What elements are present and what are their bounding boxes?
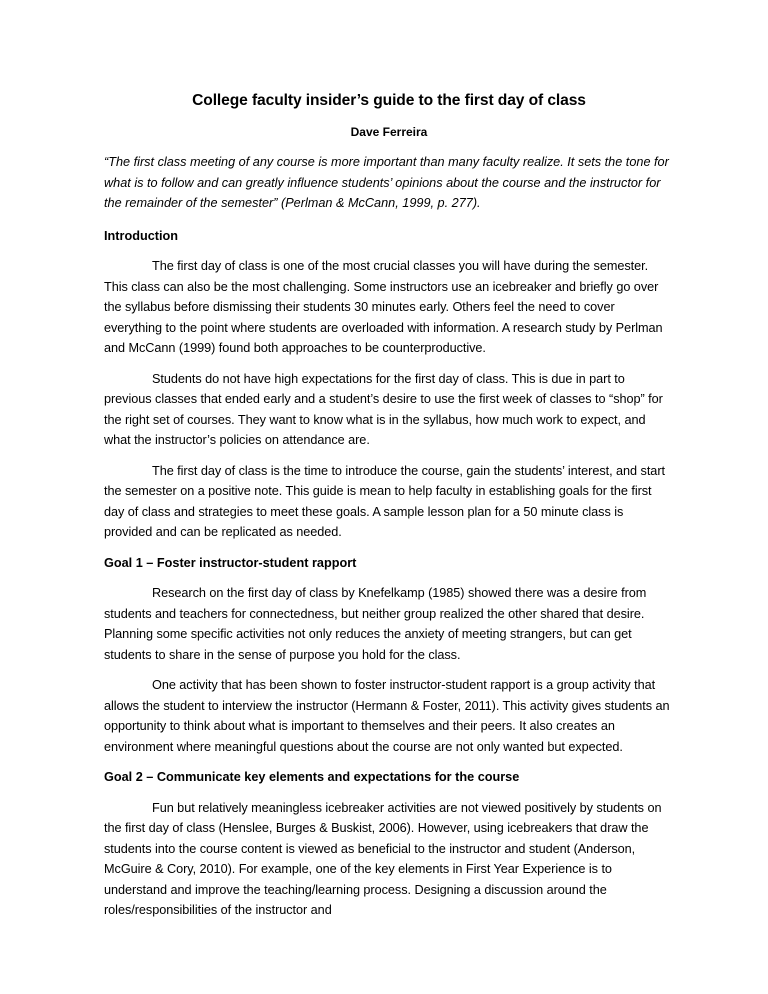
document-author: Dave Ferreira xyxy=(350,125,428,139)
paragraph: The first day of class is the time to introduce the course, gain the students’ interest, and start the semester on a positive note. This guide is mean to help faculty in establishing goals for the first day of class and strategies to meet these goals. A sample lesson plan for a 50 minute class is provided and can be replicated as needed. xyxy=(104,463,665,539)
document-body xyxy=(104,91,674,931)
section-heading-goal-2: Goal 2 – Communicate key elements and expectations for the course xyxy=(104,770,520,784)
paragraph: Research on the first day of class by Knefelkamp (1985) showed there was a desire from students and teachers for connectedness, but neither group realized the other shared that desire. Planning some specific activities not only reduces the anxiety of meeting strangers, but can get students to share in the sense of purpose you hold for the class. xyxy=(104,586,647,662)
section-heading-introduction: Introduction xyxy=(104,228,178,243)
section-heading-goal-1: Goal 1 – Foster instructor-student rapport xyxy=(104,555,357,570)
paragraph: Students do not have high expectations for the first day of class. This is due in part to previous classes that ended early and a student’s desire to use the first week of classes to “shop” for the right set of courses. They want to know what is in the syllabus, how much work to expect, and what the instructor’s policies on attendance are. xyxy=(104,371,663,447)
document-title: College faculty insider’s guide to the first day of class xyxy=(192,92,586,109)
epigraph-quote: “The first class meeting of any course is more important than many faculty realize. It sets the tone for what is to follow and can greatly influence students’ opinions about the course and the instructor for the remainder of the semester” (Perlman & McCann, 1999, p. 277). xyxy=(104,155,669,210)
paragraph: One activity that has been shown to foster instructor-student rapport is a group activity that allows the student to interview the instructor (Hermann & Foster, 2011). This activity gives students an opportunity to think about what is important to themselves and their peers. It also creates an environment where meaningful questions about the course are not only wanted but expected. xyxy=(104,678,670,754)
paragraph: Fun but relatively meaningless icebreaker activities are not viewed positively by students on the first day of class (Henslee, Burges & Buskist, 2006). However, using icebreakers that draw the students into the course content is viewed as beneficial to the instructor and student (Anderson, McGuire & Cory, 2010). For example, one of the key elements in First Year Experience is to understand and improve the teaching/learning process. Designing a discussion around the roles/responsibilities of the instructor and xyxy=(104,800,662,917)
paragraph: The first day of class is one of the most crucial classes you will have during the semester. This class can also be the most challenging. Some instructors use an icebreaker and briefly go over the syllabus before dismissing their students 30 minutes early. Others feel the need to cover everything to the point where students are overloaded with information. A research study by Perlman and McCann (1999) found both approaches to be counterproductive. xyxy=(104,259,663,355)
